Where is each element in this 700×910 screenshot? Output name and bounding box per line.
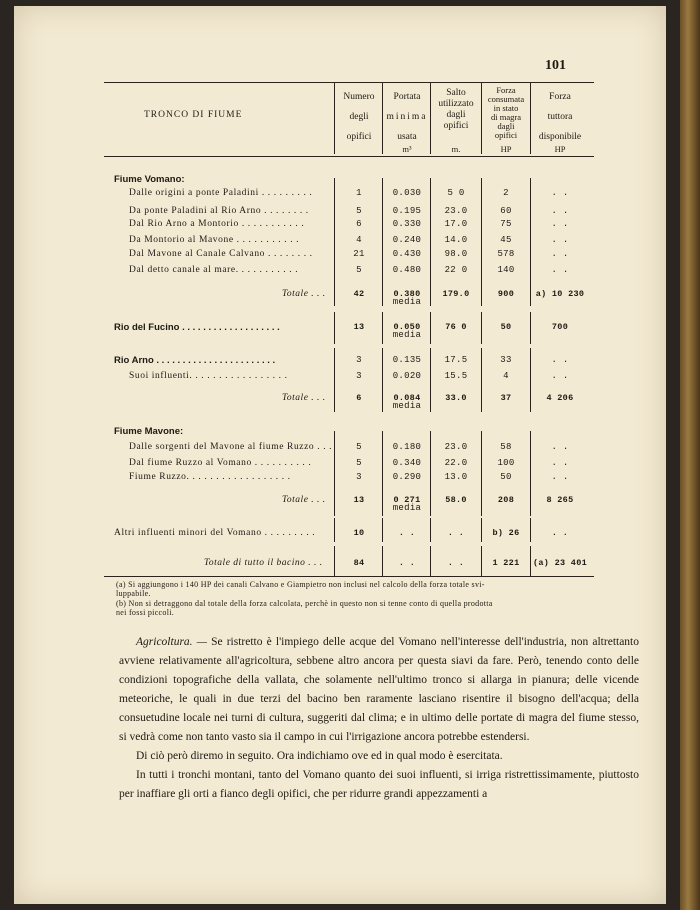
row-label: Dal detto canale al mare. . . . . . . . . . .: [129, 265, 299, 275]
cell-forza-consumata: 37: [500, 393, 512, 403]
cell-portata: 0.330: [392, 219, 422, 229]
header-portata: Portata minima usata: [386, 92, 428, 142]
cell-salto: 17.5: [444, 355, 468, 365]
col-divider: [334, 518, 335, 542]
cell-forza-consumata: 4: [503, 371, 509, 381]
cell-portata: 0 271: [393, 495, 421, 505]
cell-forza-consumata: 58: [500, 442, 512, 452]
cell-portata: 0.480: [392, 265, 422, 275]
cell-forza-disponibile: . .: [551, 442, 569, 452]
cell-forza-disponibile: 4 206: [546, 393, 574, 403]
row-label: Suoi influenti. . . . . . . . . . . . . . . . .: [129, 371, 288, 381]
cell-salto: . .: [447, 558, 465, 568]
footnote-b: (b) Non si detraggono dal totale della forza calcolata, perchè in questo non si tenne conto di quella prodotta nei fossi piccoli.: [116, 599, 493, 617]
col-divider: [334, 431, 335, 516]
cell-numero: 4: [356, 235, 362, 245]
cell-salto: . .: [447, 528, 465, 538]
cell-salto: 179.0: [442, 289, 470, 299]
row-label: Dalle origini a ponte Paladini . . . . . . . . .: [129, 188, 313, 198]
cell-numero: 84: [353, 558, 365, 568]
cell-forza-consumata: 33: [500, 355, 512, 365]
cell-forza-consumata: b) 26: [492, 528, 520, 538]
section-title: Fiume Vomano:: [114, 174, 185, 185]
cell-forza-consumata: 45: [500, 235, 512, 245]
cell-forza-disponibile: (a) 23 401: [532, 558, 587, 568]
cell-numero: 1: [356, 188, 362, 198]
cell-salto: 23.0: [444, 206, 468, 216]
cell-salto: 58.0: [445, 495, 467, 505]
cell-portata: 0.195: [392, 206, 422, 216]
cell-forza-consumata: 140: [497, 265, 515, 275]
cell-portata: 0.050: [393, 322, 421, 332]
cell-salto: 76 0: [445, 322, 467, 332]
cell-numero: 3: [356, 355, 362, 365]
cell-numero: 5: [356, 265, 362, 275]
cell-numero: 13: [353, 495, 365, 505]
section-title: Rio Arno . . . . . . . . . . . . . . . . . . . . . . .: [114, 355, 276, 366]
col-divider: [334, 312, 335, 344]
cell-portata: 0.380: [393, 289, 421, 299]
unit-salto: m.: [451, 144, 461, 154]
cell-forza-consumata: 578: [497, 249, 515, 259]
col-divider: [334, 546, 335, 576]
row-label: Dal Mavone al Canale Calvano . . . . . . . .: [129, 249, 313, 259]
cell-portata-note: media: [392, 503, 422, 513]
section-title: Fiume Mavone:: [114, 426, 184, 437]
cell-forza-disponibile: 700: [551, 322, 569, 332]
header-salto: Salto utilizzato dagli opifici: [438, 88, 474, 131]
cell-portata: 0.180: [392, 442, 422, 452]
unit-forza-consumata: HP: [500, 144, 512, 154]
cell-forza-consumata: 50: [500, 472, 512, 482]
cell-forza-disponibile: . .: [551, 249, 569, 259]
total-label: Totale . . .: [282, 289, 326, 299]
cell-forza-consumata: 208: [497, 495, 515, 505]
cell-forza-disponibile: . .: [551, 528, 569, 538]
paragraph-agricoltura: Agricoltura. — Se ristretto è l'impiego delle acque del Vomano nell'interesse dell'industria, non altrettanto avviene relativamente all'agricoltura, sebbene altro ancora per questa siavi da fare. Però, tenendo conto delle condizioni topografiche della vallata, che solamente nell'ultimo tronco si allarga in pianura; delle vicende meteoriche, le quali in due terzi del bacino ben raramente lasciano risentire il bisogno dell'acqua; della consuetudine locale nei turni di cultura, suggeriti dal clima; e in ultimo delle portate di magra del fiume stesso, si vedrà come non tanto vasto sia il campo in cui l'irrigazione ancora potrebbe estendersi.: [119, 636, 640, 743]
page-number: 101: [545, 58, 566, 73]
cell-portata-note: media: [392, 401, 422, 411]
unit-portata: m³: [402, 144, 412, 154]
cell-salto: 23.0: [444, 442, 468, 452]
cell-forza-consumata: 1 221: [492, 558, 520, 568]
cell-forza-disponibile: . .: [551, 355, 569, 365]
cell-numero: 42: [353, 289, 365, 299]
table-bottom-rule: [104, 576, 594, 577]
book-edge: [680, 0, 700, 910]
cell-numero: 5: [356, 206, 362, 216]
total-label: Totale . . .: [282, 495, 326, 505]
cell-forza-disponibile: . .: [551, 371, 569, 381]
cell-forza-disponibile: . .: [551, 235, 569, 245]
cell-numero: 13: [353, 322, 365, 332]
row-label: Fiume Ruzzo. . . . . . . . . . . . . . . . . .: [129, 472, 291, 482]
footnote-a: (a) Si aggiungono i 140 HP dei canali Calvano e Giampietro non inclusi nel calcolo della forza totale svi- luppabile.: [116, 580, 485, 598]
row-label: Da ponte Paladini al Rio Arno . . . . . . . .: [129, 206, 309, 216]
cell-numero: 10: [353, 528, 365, 538]
header-forza-consumata: Forza consumata in stato di magra dagli opifici: [487, 85, 525, 140]
cell-numero: 3: [356, 371, 362, 381]
header-bottom-rule: [104, 156, 594, 157]
cell-salto: 33.0: [445, 393, 467, 403]
cell-portata-note: media: [392, 297, 422, 307]
header-numero: Numero degli opifici: [343, 92, 375, 142]
row-label: Dal Rio Arno a Montorio . . . . . . . . . . .: [129, 219, 305, 229]
section-title: Rio del Fucino . . . . . . . . . . . . . . . . . . .: [114, 322, 280, 333]
col-divider: [334, 82, 335, 154]
cell-forza-consumata: 100: [497, 458, 515, 468]
cell-salto: 13.0: [444, 472, 468, 482]
total-label: Totale . . .: [282, 393, 326, 403]
cell-portata: 0.240: [392, 235, 422, 245]
cell-salto: 22 0: [444, 265, 468, 275]
cell-forza-consumata: 75: [500, 219, 512, 229]
col-divider: [334, 178, 335, 306]
cell-numero: 21: [353, 249, 365, 259]
paragraph-3: In tutti i tronchi montani, tanto del Vomano quanto dei suoi influenti, si irriga ristrettissimamente, piuttosto per inaffiare gli orti a fianco degli opifici, che per ridurre grandi appezzamenti a: [119, 769, 639, 800]
cell-forza-disponibile: . .: [551, 458, 569, 468]
cell-forza-disponibile: . .: [551, 188, 569, 198]
cell-numero: 6: [356, 219, 362, 229]
cell-numero: 5: [356, 458, 362, 468]
cell-portata: 0.030: [392, 188, 422, 198]
header-forza-disponibile: Forza tuttora disponibile: [538, 92, 582, 142]
cell-forza-disponibile: 8 265: [546, 495, 574, 505]
cell-salto: 15.5: [444, 371, 468, 381]
cell-numero: 5: [356, 442, 362, 452]
cell-forza-consumata: 60: [500, 206, 512, 216]
cell-forza-consumata: 900: [497, 289, 515, 299]
cell-numero: 3: [356, 472, 362, 482]
cell-forza-disponibile: . .: [551, 219, 569, 229]
cell-forza-disponibile: . .: [551, 206, 569, 216]
header-tronco: TRONCO DI FIUME: [144, 110, 243, 120]
cell-salto: 5 0: [447, 188, 465, 198]
cell-forza-disponibile: . .: [551, 472, 569, 482]
cell-portata: 0.135: [392, 355, 422, 365]
cell-salto: 22.0: [444, 458, 468, 468]
row-label: Altri influenti minori del Vomano . . . . . . . . .: [114, 528, 316, 538]
cell-portata: 0.084: [393, 393, 421, 403]
unit-forza-disponibile: HP: [554, 144, 566, 154]
cell-forza-consumata: 50: [500, 322, 512, 332]
cell-forza-disponibile: a) 10 230: [535, 289, 585, 299]
row-label: Da Montorio al Mavone . . . . . . . . . . .: [129, 235, 300, 245]
paragraph-2: Di ciò però diremo in seguito. Ora indichiamo ove ed in qual modo è esercitata.: [136, 750, 503, 762]
cell-portata: 0.290: [392, 472, 422, 482]
cell-forza-consumata: 2: [503, 188, 509, 198]
cell-salto: 98.0: [444, 249, 468, 259]
cell-portata-note: media: [392, 330, 422, 340]
cell-portata: . .: [398, 558, 416, 568]
cell-portata: 0.430: [392, 249, 422, 259]
col-divider: [334, 348, 335, 412]
book-page: [14, 6, 666, 904]
row-label: Dal fiume Ruzzo al Vomano . . . . . . . . . .: [129, 458, 312, 468]
cell-numero: 6: [356, 393, 362, 403]
grand-total-label: Totale di tutto il bacino . . .: [204, 558, 323, 568]
table-top-rule: [104, 82, 594, 83]
cell-forza-disponibile: . .: [551, 265, 569, 275]
cell-salto: 14.0: [444, 235, 468, 245]
cell-salto: 17.0: [444, 219, 468, 229]
cell-portata: 0.340: [392, 458, 422, 468]
body-text: [119, 633, 639, 804]
cell-portata: . .: [398, 528, 416, 538]
cell-portata: 0.020: [392, 371, 422, 381]
row-label: Dalle sorgenti del Mavone al fiume Ruzzo . . .: [129, 442, 333, 452]
